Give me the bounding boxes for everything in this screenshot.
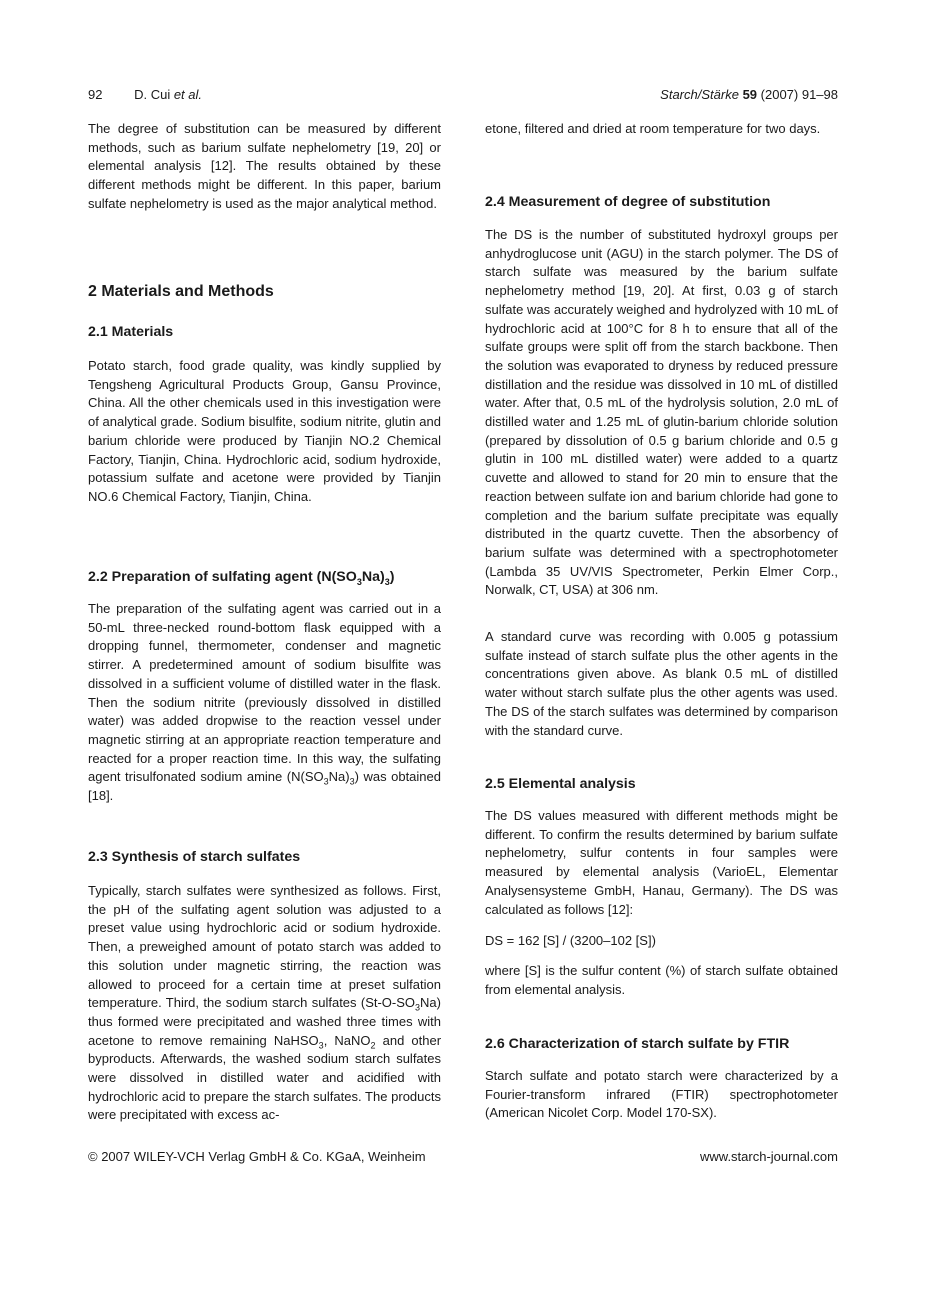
journal-name: Starch/Stärke: [660, 87, 739, 102]
subsection-heading-2-2: [88, 567, 441, 587]
ftir-paragraph: Starch sulfate and potato starch were characterized by a Fourier-transform infrared (FTIR) spectrophotometer (American Nicolet Corp. Model 170-SX).: [485, 1068, 838, 1121]
materials-paragraph: Potato starch, food grade quality, was kindly supplied by Tengsheng Agricultural Products Group, Gansu Province, China. All the other chemicals used in this investigation were of analytical grade. Sodium bisulfite, sodium nitrite, glutin and barium chloride were produced by Tianjin NO.2 Chemical Factory, Tianjin, China. Hydrochloric acid, sodium hydroxide, potassium sulfate and acetone were provided by Tianjin NO.6 Chemical Factory, Tianjin, China.: [88, 358, 441, 504]
text-segment: ): [389, 569, 395, 585]
subscript: 3: [415, 1002, 421, 1013]
synthesis-paragraph: [88, 882, 441, 1125]
subsection-heading-2-4: 2.4 Measurement of degree of substitution: [485, 194, 771, 210]
section-heading-materials-methods: 2 Materials and Methods: [88, 283, 274, 300]
intro-paragraph: The degree of substitution can be measured by different methods, such as barium sulfate nephelometry [19, 20] or elemental analysis [12]. The results obtained by these different methods might be different. In this paper, barium sulfate nephelometry is used as the major analytical method.: [88, 121, 441, 211]
subsection-heading-2-3: 2.3 Synthesis of starch sulfates: [88, 849, 301, 865]
continued-paragraph: etone, filtered and dried at room temperature for two days.: [485, 121, 821, 136]
text-segment: Na) thus formed were precipitated and washed three times with acetone to remove remaining NaHSO: [88, 995, 441, 1048]
text-segment: and other byproducts. Afterwards, the washed sodium starch sulfates were dissolved in distilled water and acidified with hydrochloric acid to prepare the starch sulfates. The products were precipitated with excess ac-: [88, 1032, 442, 1123]
subscript: 3: [323, 776, 329, 787]
journal-url: www.starch-journal.com: [700, 1149, 838, 1164]
text-segment: Na): [328, 769, 350, 785]
author-names: D. Cui: [134, 87, 174, 102]
subscript: 3: [349, 776, 355, 787]
ds-measurement-paragraph: The DS is the number of substituted hydroxyl groups per anhydroglucose unit (AGU) in the starch polymer. The DS of starch sulfate was measured by the barium sulfate nephelometry method [19, 20]. At first, 0.03 g of starch sulfate was accurately weighed and hydrolyzed with 10 mL of hydrochloric acid at 100°C for 8 h to ensure that all of the sulfate groups were split off from the starch backbone. Then the solution was evaporated to dryness by reduced pressure distillation and the residue was dissolved in 10 mL of distilled water. After that, 0.5 mL of the hydrolysis solution, 2.0 mL of distilled water and 1.25 mL of glutin-barium chloride solution (prepared by dissolution of 0.5 g barium chloride and 0.5 g glutin in 100 mL distilled water) were added to a quartz cuvette and allowed to stand for 20 min to ensure that the reaction between sulfate ion and barium chloride had gone to completion and the barium sulfate precipitate was equally distributed in the quartz cuvette. Then the absorbency of barium sulfate was determined with a spectrophotometer (Lambda 35 UV/VIS Spectrometer, Perkin Elmer Corp., Norwalk, CT, USA) at 306 nm.: [485, 227, 838, 598]
volume: 59: [742, 87, 758, 102]
text-segment: Na): [361, 569, 385, 585]
text-segment: , NaNO: [323, 1032, 371, 1048]
subscript: 3: [384, 576, 390, 587]
subscript: 3: [356, 576, 362, 587]
standard-curve-paragraph: A standard curve was recording with 0.005 g potassium sulfate instead of starch sulfate plus the other agents in the concentrations given above. As blank 0.5 mL of distilled water without starch sulfate plus the other agents was used. The DS of the starch sulfates was determined by comparison with the standard curve.: [485, 629, 838, 738]
subscript: 3: [318, 1040, 324, 1051]
running-header-left: [88, 87, 202, 102]
formula-explanation: where [S] is the sulfur content (%) of starch sulfate obtained from elemental analysis.: [485, 963, 838, 997]
elemental-analysis-paragraph: The DS values measured with different methods might be different. To confirm the results determined by barium sulfate nephelometry, sulfur contents in four samples were measured by elemental analysis (VarioEL, Elementar Analysensysteme GmbH, Hanau, Germany). The DS was calculated as follows [12]:: [485, 808, 838, 917]
authors: [134, 87, 202, 102]
et-al: et al.: [173, 87, 203, 102]
text-segment: The preparation of the sulfating agent was carried out in a 50-mL three-necked round-bottom flask equipped with a dropping funnel, thermometer, condenser and magnetic stirrer. A predetermined amount of sodium bisulfite was dissolved in a sufficient volume of distilled water in the flask. Then the sodium nitrite (previously dissolved in distilled water) was added dropwise to the reaction vessel under magnetic stirring at an appropriate reaction temperature and reacted for a proper reaction time. In this way, the sulfating agent trisulfonated sodium amine (N(SO: [88, 601, 441, 785]
sulfating-agent-paragraph: [88, 600, 441, 806]
text-segment: 2.2 Preparation of sulfating agent (N(SO: [88, 569, 357, 585]
subsection-heading-2-1: 2.1 Materials: [88, 324, 174, 340]
subscript: 2: [370, 1040, 376, 1051]
subsection-heading-2-5: 2.5 Elemental analysis: [485, 776, 636, 792]
text-segment: ) was obtained [18].: [88, 769, 441, 804]
year-pages: (2007) 91–98: [760, 87, 838, 102]
page-number: 92: [88, 87, 103, 102]
text-segment: Typically, starch sulfates were synthesized as follows. First, the pH of the sulfating agent solution was adjusted to a preset value using hydrochloric acid or sodium hydroxide. Then, a preweighed amount of potato starch was added to this solution under magnetic stirring, the reaction was allowed to proceed for a certain time at preset sulfation temperature. Third, the sodium starch sulfates (St-O-SO: [88, 883, 441, 1011]
copyright: © 2007 WILEY-VCH Verlag GmbH & Co. KGaA, Weinheim: [88, 1149, 426, 1164]
ds-formula: DS = 162 [S] / (3200–102 [S]): [485, 933, 656, 948]
running-header-right: [660, 87, 838, 102]
subsection-heading-2-6: 2.6 Characterization of starch sulfate by FTIR: [485, 1036, 790, 1052]
